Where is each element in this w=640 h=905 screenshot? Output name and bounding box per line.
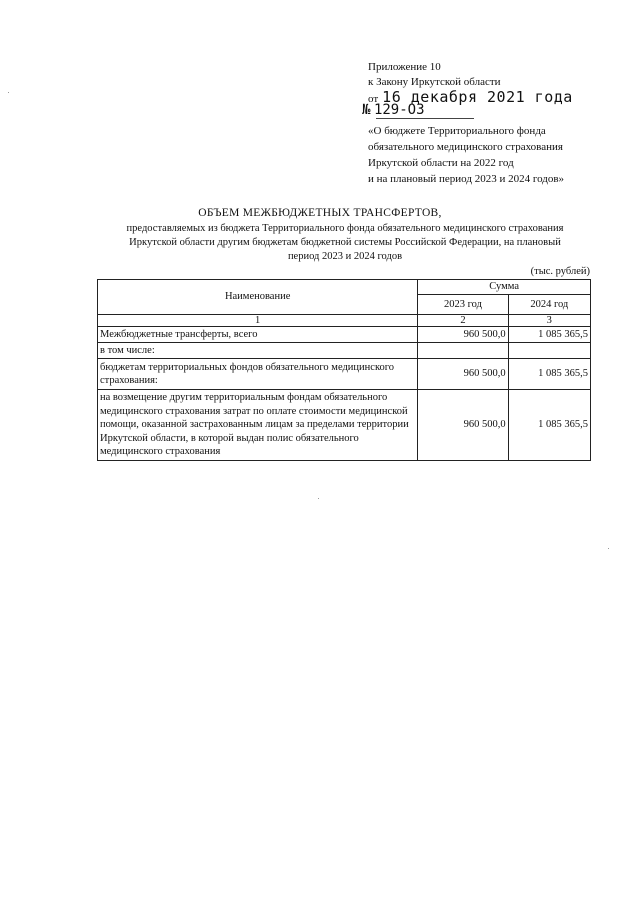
scan-speck (8, 92, 9, 93)
table-row (98, 390, 591, 461)
row-value-2024 (508, 343, 590, 359)
annex-header (368, 60, 501, 90)
row-value-2023: 960 500,0 (418, 390, 508, 461)
table-row (98, 343, 591, 359)
column-index-row (98, 315, 591, 327)
column-index: 2 (418, 315, 508, 327)
number-sign: № (362, 102, 371, 118)
document-subtitle (100, 222, 590, 264)
law-title (368, 123, 564, 187)
row-value-2023: 960 500,0 (418, 327, 508, 343)
row-name: в том числе: (98, 343, 418, 359)
number-value: 129-ОЗ (373, 102, 425, 118)
law-title-line: и на плановый период 2023 и 2024 годов» (368, 173, 565, 185)
document-title: ОБЪЕМ МЕЖБЮДЖЕТНЫХ ТРАНСФЕРТОВ, (198, 207, 442, 219)
subtitle-line: период 2023 и 2024 годов (287, 251, 403, 262)
scan-speck (318, 498, 319, 499)
row-value-2023: 960 500,0 (418, 359, 508, 390)
row-value-2024: 1 085 365,5 (508, 327, 590, 343)
header-year-2024: 2024 год (508, 295, 590, 315)
transfers-table (97, 279, 591, 461)
row-name: на возмещение другим территориальным фондам обязательного медицинского страхования затрат по оплате стоимости медицинской помощи, оказанной застрахованным лицам за пределами территории Иркутской области, в которой выдан полис обязательного медицинского страхования (98, 390, 418, 461)
subtitle-line: Иркутской области другим бюджетам бюджетной системы Российской Федерации, на плановый (129, 237, 561, 248)
row-value-2024: 1 085 365,5 (508, 359, 590, 390)
table-row (98, 359, 591, 390)
column-index: 1 (98, 315, 418, 327)
units-label: (тыс. рублей) (530, 266, 590, 277)
row-name: бюджетам территориальных фондов обязательного медицинского страхования: (98, 359, 418, 390)
law-title-line: обязательного медицинского страхования (368, 141, 563, 153)
date-prefix: от (368, 93, 379, 105)
header-name: Наименование (98, 280, 418, 315)
law-title-line: Иркутской области на 2022 год (368, 157, 514, 169)
row-name: Межбюджетные трансферты, всего (98, 327, 418, 343)
annex-law-number (362, 102, 425, 119)
date-value: 16 декабря 2021 года (382, 88, 573, 106)
header-sum: Сумма (418, 280, 591, 295)
row-value-2024: 1 085 365,5 (508, 390, 590, 461)
number-underline (376, 118, 474, 119)
scan-speck (608, 548, 609, 549)
table-row (98, 327, 591, 343)
header-year-2023: 2023 год (418, 295, 508, 315)
subtitle-line: предоставляемых из бюджета Территориального фонда обязательного медицинского страхования (126, 223, 564, 234)
column-index: 3 (508, 315, 590, 327)
annex-number: Приложение 10 (368, 61, 441, 73)
law-title-line: «О бюджете Территориального фонда (368, 125, 546, 137)
annex-law-ref: к Закону Иркутской области (368, 76, 501, 88)
row-value-2023 (418, 343, 508, 359)
